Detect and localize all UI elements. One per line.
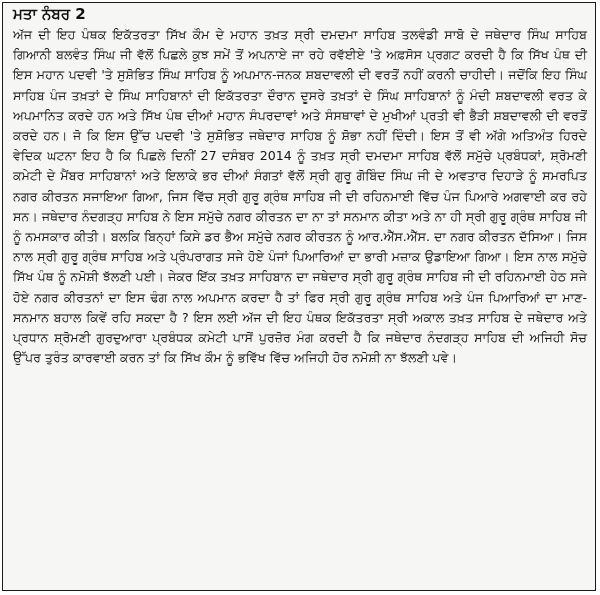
resolution-title: ਮਤਾ ਨੰਬਰ 2 xyxy=(13,5,86,23)
newspaper-clipping xyxy=(2,2,596,591)
resolution-body: ਅੱਜ ਦੀ ਇਹ ਪੰਥਕ ਇਕੱਤਰਤਾ ਸਿੱਖ ਕੌਮ ਦੇ ਮਹਾਨ ਤਖ਼ਤ ਸ੍ਰੀ ਦਮਦਮਾ ਸਾਹਿਬ ਤਲਵੰਡੀ ਸਾਬੋ ਦੇ ਜਥੇਦਾਰ ਸਿੰਘ ਸਾਹਿਬ ਗਿਆਨੀ ਬਲਵੰਤ ਸਿੰਘ ਜੀ ਵੱਲੋਂ ਪਿਛਲੇ ਕੁਝ ਸਮੇਂ ਤੋਂ ਅਪਨਾਏ ਜਾ ਰਹੇ ਰਵੱਈਏ 'ਤੇ ਅਫ਼ਸੋਸ ਪ੍ਰਗਟ ਕਰਦੀ ਹੈ ਕਿ ਸਿੱਖ ਪੰਥ ਦੀ ਇਸ ਮਹਾਨ ਪਦਵੀ 'ਤੇ ਸੁਸ਼ੋਭਿਤ ਸਿੰਘ ਸਾਹਿਬ ਨੂੰ ਅਪਮਾਨ-ਜਨਕ ਸ਼ਬਦਾਵਲੀ ਦੀ ਵਰਤੋਂ ਨਹੀਂ ਕਰਨੀ ਚਾਹੀਦੀ। ਜਦੋਂਕਿ ਇਹ ਸਿੰਘ ਸਾਹਿਬ ਪੰਜ ਤਖ਼ਤਾਂ ਦੇ ਸਿੰਘ ਸਾਹਿਬਾਨਾਂ ਦੀ ਇਕੱਤਰਤਾ ਦੌਰਾਨ ਦੂਸਰੇ ਤਖ਼ਤਾਂ ਦੇ ਸਿੰਘ ਸਾਹਿਬਾਨਾਂ ਨੂੰ ਮੰਦੀ ਸ਼ਬਦਾਵਲੀ ਵਰਤ ਕੇ ਅਪਮਾਨਿਤ ਕਰਦੇ ਹਨ ਅਤੇ ਸਿੱਖ ਪੰਥ ਦੀਆਂ ਮਹਾਨ ਸੰਪਰਦਾਵਾਂ ਅਤੇ ਸੰਸਥਾਵਾਂ ਦੇ ਮੁਖੀਆਂ ਪ੍ਰਤੀ ਵੀ ਭੈੜੀ ਸ਼ਬਦਾਵਲੀ ਦੀ ਵਰਤੋਂ ਕਰਦੇ ਹਨ। ਜੋ ਕਿ ਇਸ ਉੱਚ ਪਦਵੀ 'ਤੇ ਸੁਸ਼ੋਭਿਤ ਜਥੇਦਾਰ ਸਾਹਿਬ ਨੂੰ ਸ਼ੋਭਾ ਨਹੀਂ ਦਿੰਦੀ। ਇਸ ਤੋਂ ਵੀ ਅੱਗੇ ਅਤਿਅੰਤ ਹਿਰਦੇ ਵੇਦਿਕ ਘਟਨਾ ਇਹ ਹੈ ਕਿ ਪਿਛਲੇ ਦਿਨੀਂ 27 ਦਸੰਬਰ 2014 ਨੂੰ ਤਖ਼ਤ ਸ੍ਰੀ ਦਮਦਮਾ ਸਾਹਿਬ ਵੱਲੋਂ ਸਮੁੱਚੇ ਪ੍ਰਬੰਧਕਾਂ, ਸ਼੍ਰੋਮਣੀ ਕਮੇਟੀ ਦੇ ਮੈਂਬਰ ਸਾਹਿਬਾਨਾਂ ਅਤੇ ਇਲਾਕੇ ਭਰ ਦੀਆਂ ਸੰਗਤਾਂ ਵੱਲੋਂ ਸ੍ਰੀ ਗੁਰੂ ਗੋਬਿੰਦ ਸਿੰਘ ਜੀ ਦੇ ਅਵਤਾਰ ਦਿਹਾੜੇ ਨੂੰ ਸਮਰਪਿਤ ਨਗਰ ਕੀਰਤਨ ਸਜਾਇਆ ਗਿਆ, ਜਿਸ ਵਿੱਚ ਸ੍ਰੀ ਗੁਰੂ ਗ੍ਰੰਥ ਸਾਹਿਬ ਜੀ ਦੀ ਰਹਿਨਮਾਈ ਵਿੱਚ ਪੰਜ ਪਿਆਰੇ ਅਗਵਾਈ ਕਰ ਰਹੇ ਸਨ। ਜਥੇਦਾਰ ਨੰਦਗੜ੍ਹ ਸਾਹਿਬ ਨੇ ਇਸ ਸਮੁੱਚੇ ਨਗਰ ਕੀਰਤਨ ਦਾ ਨਾ ਤਾਂ ਸਨਮਾਨ ਕੀਤਾ ਅਤੇ ਨਾ ਹੀ ਸ੍ਰੀ ਗੁਰੂ ਗ੍ਰੰਥ ਸਾਹਿਬ ਜੀ ਨੂੰ ਨਮਸਕਾਰ ਕੀਤੀ। ਬਲਕਿ ਬਿਨ੍ਹਾਂ ਕਿਸੇ ਡਰ ਭੈਅ ਸਮੁੱਚੇ ਨਗਰ ਕੀਰਤਨ ਨੂੰ ਆਰ.ਐੱਸ.ਐੱਸ. ਦਾ ਨਗਰ ਕੀਰਤਨ ਦੱਸਿਆ। ਜਿਸ ਨਾਲ ਸ੍ਰੀ ਗੁਰੂ ਗ੍ਰੰਥ ਸਾਹਿਬ ਅਤੇ ਪ੍ਰੰਪਰਾਗਤ ਸਜੇ ਹੋਏ ਪੰਜਾਂ ਪਿਆਰਿਆਂ ਦਾ ਭਾਰੀ ਮਜ਼ਾਕ ਉਡਾਇਆ ਗਿਆ। ਇਸ ਨਾਲ ਸਮੁੱਚੇ ਸਿੱਖ ਪੰਥ ਨੂੰ ਨਮੋਸ਼ੀ ਝੱਲਣੀ ਪਈ। ਜੇਕਰ ਇੱਕ ਤਖ਼ਤ ਸਾਹਿਬਾਨ ਦਾ ਜਥੇਦਾਰ ਸ੍ਰੀ ਗੁਰੂ ਗ੍ਰੰਥ ਸਾਹਿਬ ਜੀ ਦੀ ਰਹਿਨਮਾਈ ਹੇਠ ਸਜੇ ਹੋਏ ਨਗਰ ਕੀਰਤਨਾਂ ਦਾ ਇਸ ਢੰਗ ਨਾਲ ਅਪਮਾਨ ਕਰਦਾ ਹੈ ਤਾਂ ਫਿਰ ਸ੍ਰੀ ਗੁਰੂ ਗ੍ਰੰਥ ਸਾਹਿਬ ਅਤੇ ਪੰਜ ਪਿਆਰਿਆਂ ਦਾ ਮਾਣ-ਸਨਮਾਨ ਬਹਾਲ ਕਿਵੇਂ ਰਹਿ ਸਕਦਾ ਹੈ ? ਇਸ ਲਈ ਅੱਜ ਦੀ ਇਹ ਪੰਥਕ ਇਕੱਤਰਤਾ ਸ੍ਰੀ ਅਕਾਲ ਤਖ਼ਤ ਸਾਹਿਬ ਦੇ ਜਥੇਦਾਰ ਅਤੇ ਪ੍ਰਧਾਨ ਸ਼੍ਰੋਮਣੀ ਗੁਰਦੁਆਰਾ ਪ੍ਰਬੰਧਕ ਕਮੇਟੀ ਪਾਸੋਂ ਪੁਰਜ਼ੋਰ ਮੰਗ ਕਰਦੀ ਹੈ ਕਿ ਜਥੇਦਾਰ ਨੰਦਗੜ੍ਹ ਸਾਹਿਬ ਦੀ ਅਜਿਹੀ ਸੋਚ ਉੱਪਰ ਤੁਰੰਤ ਕਾਰਵਾਈ ਕਰਨ ਤਾਂ ਕਿ ਸਿੱਖ ਕੌਮ ਨੂੰ ਭਵਿੱਖ ਵਿੱਚ ਅਜਿਹੀ ਹੋਰ ਨਮੋਸ਼ੀ ਨਾ ਝੱਲਣੀ ਪਵੇ। xyxy=(13,27,587,366)
